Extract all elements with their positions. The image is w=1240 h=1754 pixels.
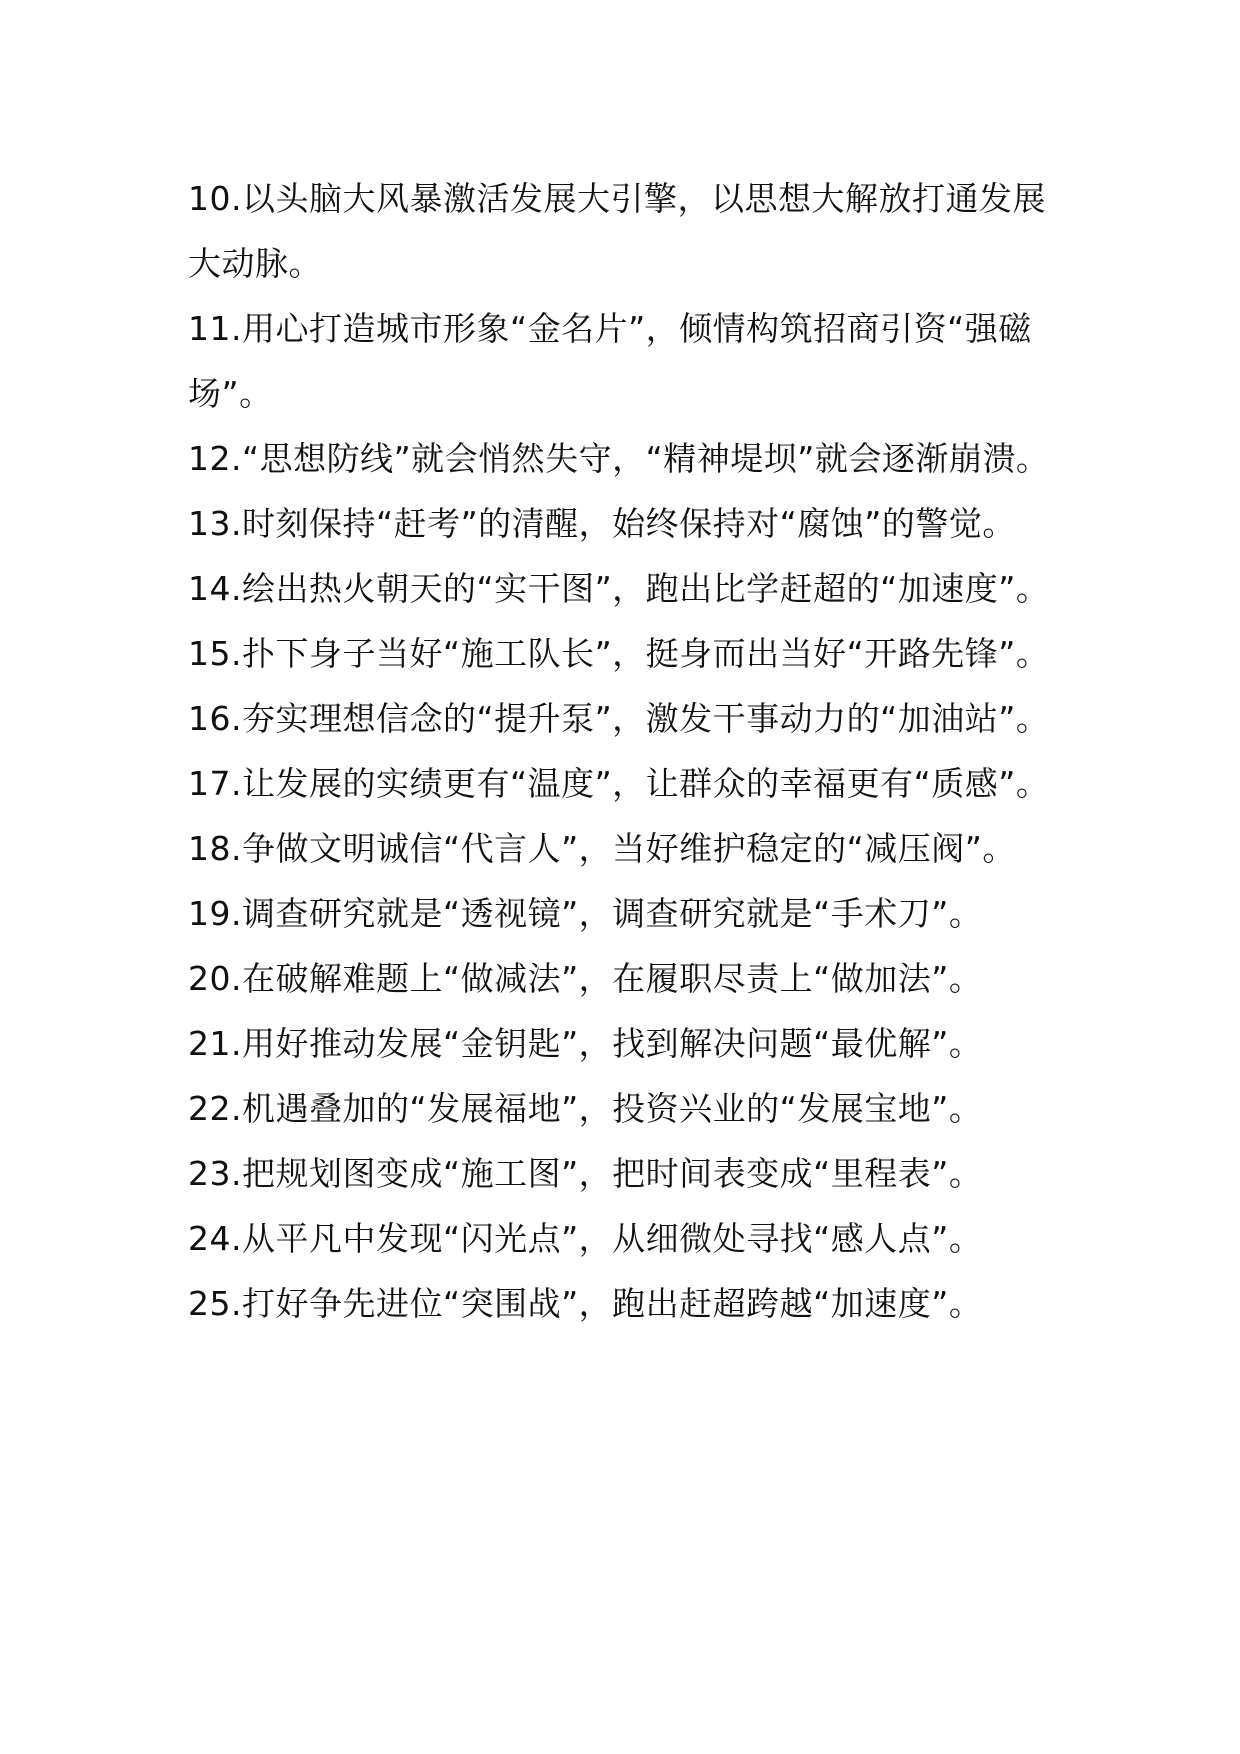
list-item: 23.把规划图变成“施工图”，把时间表变成“里程表”。 bbox=[188, 1154, 983, 1193]
list-item: 22.机遇叠加的“发展福地”，投资兴业的“发展宝地”。 bbox=[188, 1089, 983, 1128]
list-item: 17.让发展的实绩更有“温度”，让群众的幸福更有“质感”。 bbox=[188, 764, 1050, 803]
list-item: 12.“思想防线”就会悄然失守，“精神堤坝”就会逐渐崩溃。 bbox=[188, 439, 1050, 478]
list-item: 11.用心打造城市形象“金名片”，倾情构筑招商引资“强磁场”。 bbox=[188, 309, 1032, 413]
list-item: 19.调查研究就是“透视镜”，调查研究就是“手术刀”。 bbox=[188, 894, 983, 933]
list-item: 10.以头脑大风暴激活发展大引擎，以思想大解放打通发展大动脉。 bbox=[188, 179, 1046, 283]
list-item: 18.争做文明诚信“代言人”，当好维护稳定的“减压阀”。 bbox=[188, 829, 1016, 868]
list-item: 25.打好争先进位“突围战”，跑出赶超跨越“加速度”。 bbox=[188, 1284, 983, 1323]
list-item: 24.从平凡中发现“闪光点”，从细微处寻找“感人点”。 bbox=[188, 1219, 983, 1258]
list-item: 14.绘出热火朝天的“实干图”，跑出比学赶超的“加速度”。 bbox=[188, 569, 1050, 608]
document-body bbox=[188, 166, 1058, 1336]
list-item: 15.扑下身子当好“施工队长”，挺身而出当好“开路先锋”。 bbox=[188, 634, 1050, 673]
list-item: 21.用好推动发展“金钥匙”，找到解决问题“最优解”。 bbox=[188, 1024, 983, 1063]
list-item: 13.时刻保持“赶考”的清醒，始终保持对“腐蚀”的警觉。 bbox=[188, 504, 1016, 543]
list-item: 20.在破解难题上“做减法”，在履职尽责上“做加法”。 bbox=[188, 959, 983, 998]
list-item: 16.夯实理想信念的“提升泵”，激发干事动力的“加油站”。 bbox=[188, 699, 1050, 738]
